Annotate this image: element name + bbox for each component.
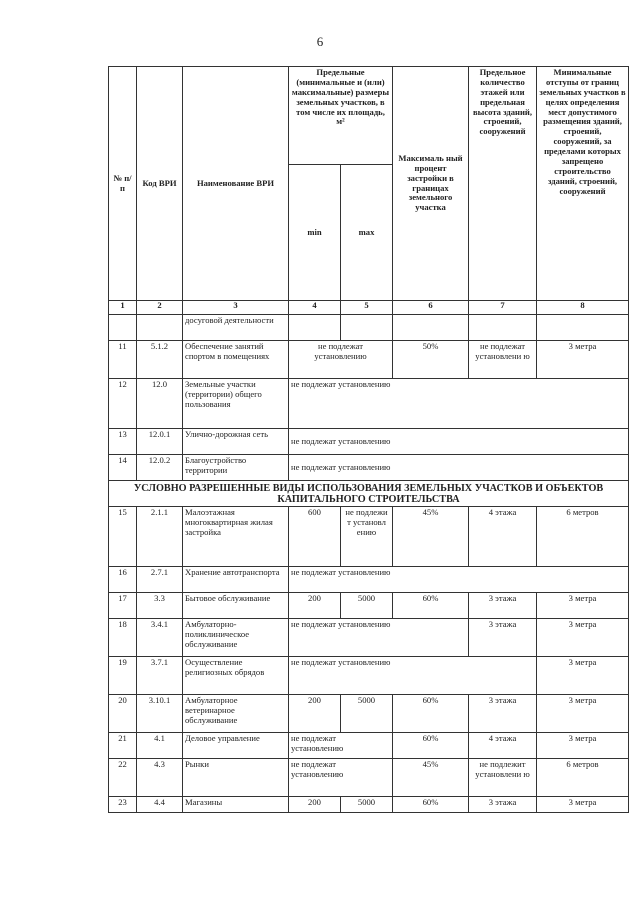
cell-percent: 50% [393, 341, 469, 379]
header-size-group: Предельные (минимальные и (или) максимальные) размеры земельных участков, в том числе их площадь, м² [289, 67, 393, 165]
cell-setback: 3 метра [537, 695, 629, 733]
cell-max: 5000 [341, 797, 393, 813]
cell-num: 19 [109, 657, 137, 695]
cell-name: Благоустройство территории [183, 455, 289, 481]
cell-min: 600 [289, 507, 341, 567]
cell-name: Амбулаторное ветеринарное обслуживание [183, 695, 289, 733]
cell-min [289, 315, 341, 341]
cell-setback: 3 метра [537, 657, 629, 695]
cell-floors: не подлежат установлени ю [469, 341, 537, 379]
cell-name: Амбулаторно-поликлиническое обслуживание [183, 619, 289, 657]
cell-code: 3.3 [137, 593, 183, 619]
cell-name: Бытовое обслуживание [183, 593, 289, 619]
cell-num: 21 [109, 733, 137, 759]
cell-name: Магазины [183, 797, 289, 813]
table-row [109, 733, 629, 759]
cell-min: 200 [289, 593, 341, 619]
cell-num: 20 [109, 695, 137, 733]
cell-name: Рынки [183, 759, 289, 797]
section-row [109, 481, 629, 507]
cell-setback: 6 метров [537, 507, 629, 567]
cell-max: 5000 [341, 695, 393, 733]
cell-percent: 60% [393, 695, 469, 733]
table-row [109, 379, 629, 429]
cell-setback: 3 метра [537, 341, 629, 379]
cell-name: досуговой деятельности [183, 315, 289, 341]
cell-max: 5000 [341, 593, 393, 619]
cell-name: Осуществление религиозных обрядов [183, 657, 289, 695]
cell-percent: 45% [393, 507, 469, 567]
column-number: 7 [469, 301, 537, 315]
cell-name: Улично-дорожная сеть [183, 429, 289, 455]
cell-setback: 3 метра [537, 619, 629, 657]
cell-num: 13 [109, 429, 137, 455]
table-row [109, 619, 629, 657]
cell-name: Хранение автотранспорта [183, 567, 289, 593]
header-setback: Минимальные отступы от границ земельных участков в целях определения мест допустимого размещения зданий, строений, сооружений, за пределами которых запрещено строительство зданий, строений, сооружений [537, 67, 629, 301]
cell-setback: 3 метра [537, 733, 629, 759]
cell-name: Обеспечение занятий спортом в помещениях [183, 341, 289, 379]
cell-num [109, 315, 137, 341]
column-number: 4 [289, 301, 341, 315]
table-row [109, 759, 629, 797]
cell-size-merged: не подлежат установлению [289, 733, 393, 759]
table-row [109, 695, 629, 733]
cell-percent: 60% [393, 593, 469, 619]
column-number-row [109, 301, 629, 315]
cell-floors: 3 этажа [469, 695, 537, 733]
cell-num: 22 [109, 759, 137, 797]
header-name: Наименование ВРИ [183, 67, 289, 301]
cell-all-merged: не подлежат установлению [289, 429, 629, 455]
cell-num: 15 [109, 507, 137, 567]
cell-num: 11 [109, 341, 137, 379]
cell-code: 12.0 [137, 379, 183, 429]
cell-min: 200 [289, 695, 341, 733]
cell-code: 3.10.1 [137, 695, 183, 733]
column-number: 1 [109, 301, 137, 315]
cell-num: 12 [109, 379, 137, 429]
section-title: УСЛОВНО РАЗРЕШЕННЫЕ ВИДЫ ИСПОЛЬЗОВАНИЯ ЗЕМЕЛЬНЫХ УЧАСТКОВ И ОБЪЕКТОВ КАПИТАЛЬНОГО СТРОИТЕЛЬСТВА [109, 481, 629, 507]
vri-table [108, 66, 629, 813]
header-floors: Предельное количество этажей или предельная высота зданий, строений, сооружений [469, 67, 537, 301]
table-row [109, 341, 629, 379]
cell-name: Земельные участки (территории) общего пользования [183, 379, 289, 429]
cell-min: 200 [289, 797, 341, 813]
cell-code: 4.1 [137, 733, 183, 759]
cell-code: 2.7.1 [137, 567, 183, 593]
cell-num: 18 [109, 619, 137, 657]
cell-size-merged: не подлежат установлению [289, 341, 393, 379]
cell-num: 14 [109, 455, 137, 481]
cell-floors [469, 315, 537, 341]
cell-floors: 4 этажа [469, 507, 537, 567]
cell-percent: 45% [393, 759, 469, 797]
cell-code: 3.7.1 [137, 657, 183, 695]
table-row [109, 797, 629, 813]
cell-floors: 3 этажа [469, 619, 537, 657]
cell-percent [393, 315, 469, 341]
cell-floors: не подлежит установлени ю [469, 759, 537, 797]
cell-floors: 3 этажа [469, 797, 537, 813]
cell-num: 16 [109, 567, 137, 593]
header-code: Код ВРИ [137, 67, 183, 301]
cell-all-merged: не подлежат установлению [289, 379, 629, 429]
cell-code: 2.1.1 [137, 507, 183, 567]
cell-code: 4.4 [137, 797, 183, 813]
cell-mid-merged: не подлежат установлению [289, 619, 469, 657]
column-number: 8 [537, 301, 629, 315]
cell-percent: 60% [393, 797, 469, 813]
cell-num: 23 [109, 797, 137, 813]
cell-code: 12.0.2 [137, 455, 183, 481]
column-number: 6 [393, 301, 469, 315]
cell-floors: 3 этажа [469, 593, 537, 619]
table-row [109, 455, 629, 481]
table-row [109, 657, 629, 695]
cell-size-merged: не подлежат установлению [289, 759, 393, 797]
table-row [109, 315, 629, 341]
cell-setback: 3 метра [537, 593, 629, 619]
header-min: min [289, 165, 341, 301]
header-num: № п/п [109, 67, 137, 301]
header-max: max [341, 165, 393, 301]
cell-percent: 60% [393, 733, 469, 759]
cell-code [137, 315, 183, 341]
table-header [109, 67, 629, 315]
cell-setback [537, 315, 629, 341]
table-row [109, 567, 629, 593]
cell-code: 4.3 [137, 759, 183, 797]
table-row [109, 429, 629, 455]
cell-num: 17 [109, 593, 137, 619]
cell-setback: 6 метров [537, 759, 629, 797]
column-number: 3 [183, 301, 289, 315]
cell-code: 3.4.1 [137, 619, 183, 657]
cell-name: Малоэтажная многоквартирная жилая застройка [183, 507, 289, 567]
table-row [109, 507, 629, 567]
header-percent: Максималь ный процент застройки в границах земельного участка [393, 67, 469, 301]
cell-max: не подлежи т установл ению [341, 507, 393, 567]
cell-code: 12.0.1 [137, 429, 183, 455]
column-number: 2 [137, 301, 183, 315]
cell-mid4-merged: не подлежат установлению [289, 657, 537, 695]
page-number: 6 [316, 34, 324, 49]
cell-name: Деловое управление [183, 733, 289, 759]
cell-floors: 4 этажа [469, 733, 537, 759]
table-row [109, 593, 629, 619]
cell-all-merged: не подлежат установлению [289, 455, 629, 481]
cell-code: 5.1.2 [137, 341, 183, 379]
cell-all-merged: не подлежат установлению [289, 567, 629, 593]
cell-setback: 3 метра [537, 797, 629, 813]
cell-max [341, 315, 393, 341]
column-number: 5 [341, 301, 393, 315]
